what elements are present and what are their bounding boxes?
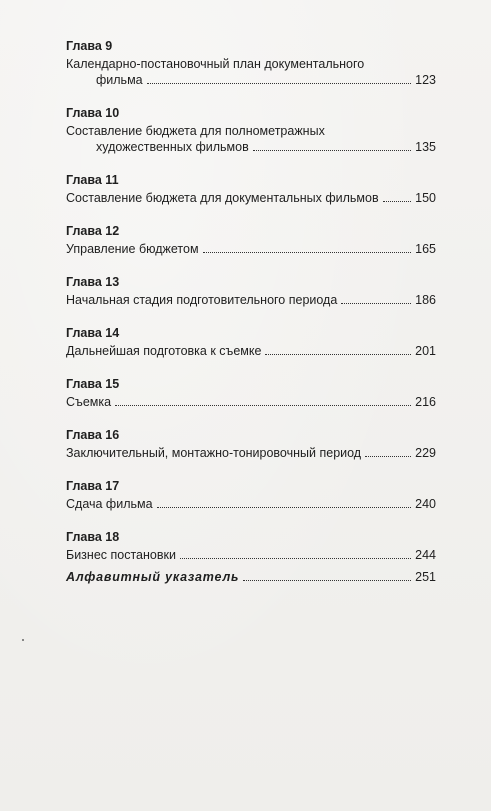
toc-row — [66, 569, 436, 585]
dot-leader — [147, 82, 412, 84]
toc-row — [66, 496, 436, 512]
chapter-title: художественных фильмов — [96, 140, 249, 154]
chapter-heading: Глава 9 — [66, 39, 113, 53]
chapter-title: фильма — [96, 73, 143, 87]
chapter-heading: Глава 14 — [66, 326, 120, 340]
chapter-title: Сдача фильма — [66, 497, 153, 511]
dot-leader — [253, 149, 411, 151]
chapter-heading: Глава 16 — [66, 428, 120, 442]
toc-entry-chapter-14 — [66, 325, 436, 359]
toc-row — [66, 190, 436, 206]
page-number: 251 — [415, 570, 436, 584]
toc-row — [66, 343, 436, 359]
chapter-title-line: Составление бюджета для полнометражных — [66, 124, 325, 138]
chapter-heading: Глава 18 — [66, 530, 120, 544]
toc-entry-chapter-9 — [66, 38, 436, 88]
toc-entry-chapter-16 — [66, 427, 436, 461]
chapter-heading: Глава 11 — [66, 173, 119, 187]
toc-row — [66, 292, 436, 308]
chapter-heading: Глава 15 — [66, 377, 120, 391]
toc-entry-chapter-17 — [66, 478, 436, 512]
dot-leader — [365, 455, 411, 457]
chapter-title: Управление бюджетом — [66, 242, 199, 256]
dot-leader — [115, 404, 411, 406]
chapter-heading: Глава 10 — [66, 106, 120, 120]
index-title: Алфавитный указатель — [66, 570, 240, 584]
page-number: 201 — [415, 344, 436, 358]
chapter-title: Съемка — [66, 395, 112, 409]
page-number: 150 — [415, 191, 436, 205]
paper-speck — [22, 639, 24, 641]
chapter-title: Составление бюджета для документальных фильмов — [66, 191, 379, 205]
chapter-heading: Глава 17 — [66, 479, 120, 493]
dot-leader — [383, 200, 412, 202]
toc-row — [66, 241, 436, 257]
toc-entry-chapter-12 — [66, 223, 436, 257]
toc-entry-chapter-10 — [66, 105, 436, 155]
page-number: 244 — [415, 548, 436, 562]
dot-leader — [157, 506, 412, 508]
chapter-title: Заключительный, монтажно-тонировочный период — [66, 446, 362, 460]
toc-row — [66, 445, 436, 461]
page-number: 216 — [415, 395, 436, 409]
page-number: 165 — [415, 242, 436, 256]
toc-entry-chapter-13 — [66, 274, 436, 308]
toc-row — [66, 72, 436, 88]
dot-leader — [203, 251, 412, 253]
page-number: 135 — [415, 140, 436, 154]
chapter-heading: Глава 12 — [66, 224, 120, 238]
toc-entry-chapter-15 — [66, 376, 436, 410]
page-number: 229 — [415, 446, 436, 460]
dot-leader — [180, 557, 411, 559]
page-number: 240 — [415, 497, 436, 511]
toc-entry-index — [66, 569, 436, 585]
chapter-title: Начальная стадия подготовительного периода — [66, 293, 338, 307]
toc-entry-chapter-18 — [66, 529, 436, 563]
toc-row — [66, 139, 436, 155]
dot-leader — [341, 302, 411, 304]
chapter-title: Бизнес постановки — [66, 548, 176, 562]
chapter-title: Дальнейшая подготовка к съемке — [66, 344, 262, 358]
chapter-title-line: Календарно-постановочный план документального — [66, 57, 365, 71]
toc-row — [66, 547, 436, 563]
dot-leader — [265, 353, 411, 355]
chapter-heading: Глава 13 — [66, 275, 120, 289]
table-of-contents — [66, 38, 436, 563]
dot-leader — [243, 579, 411, 581]
page-number: 123 — [415, 73, 436, 87]
toc-entry-chapter-11 — [66, 172, 436, 206]
toc-row — [66, 394, 436, 410]
page-number: 186 — [415, 293, 436, 307]
